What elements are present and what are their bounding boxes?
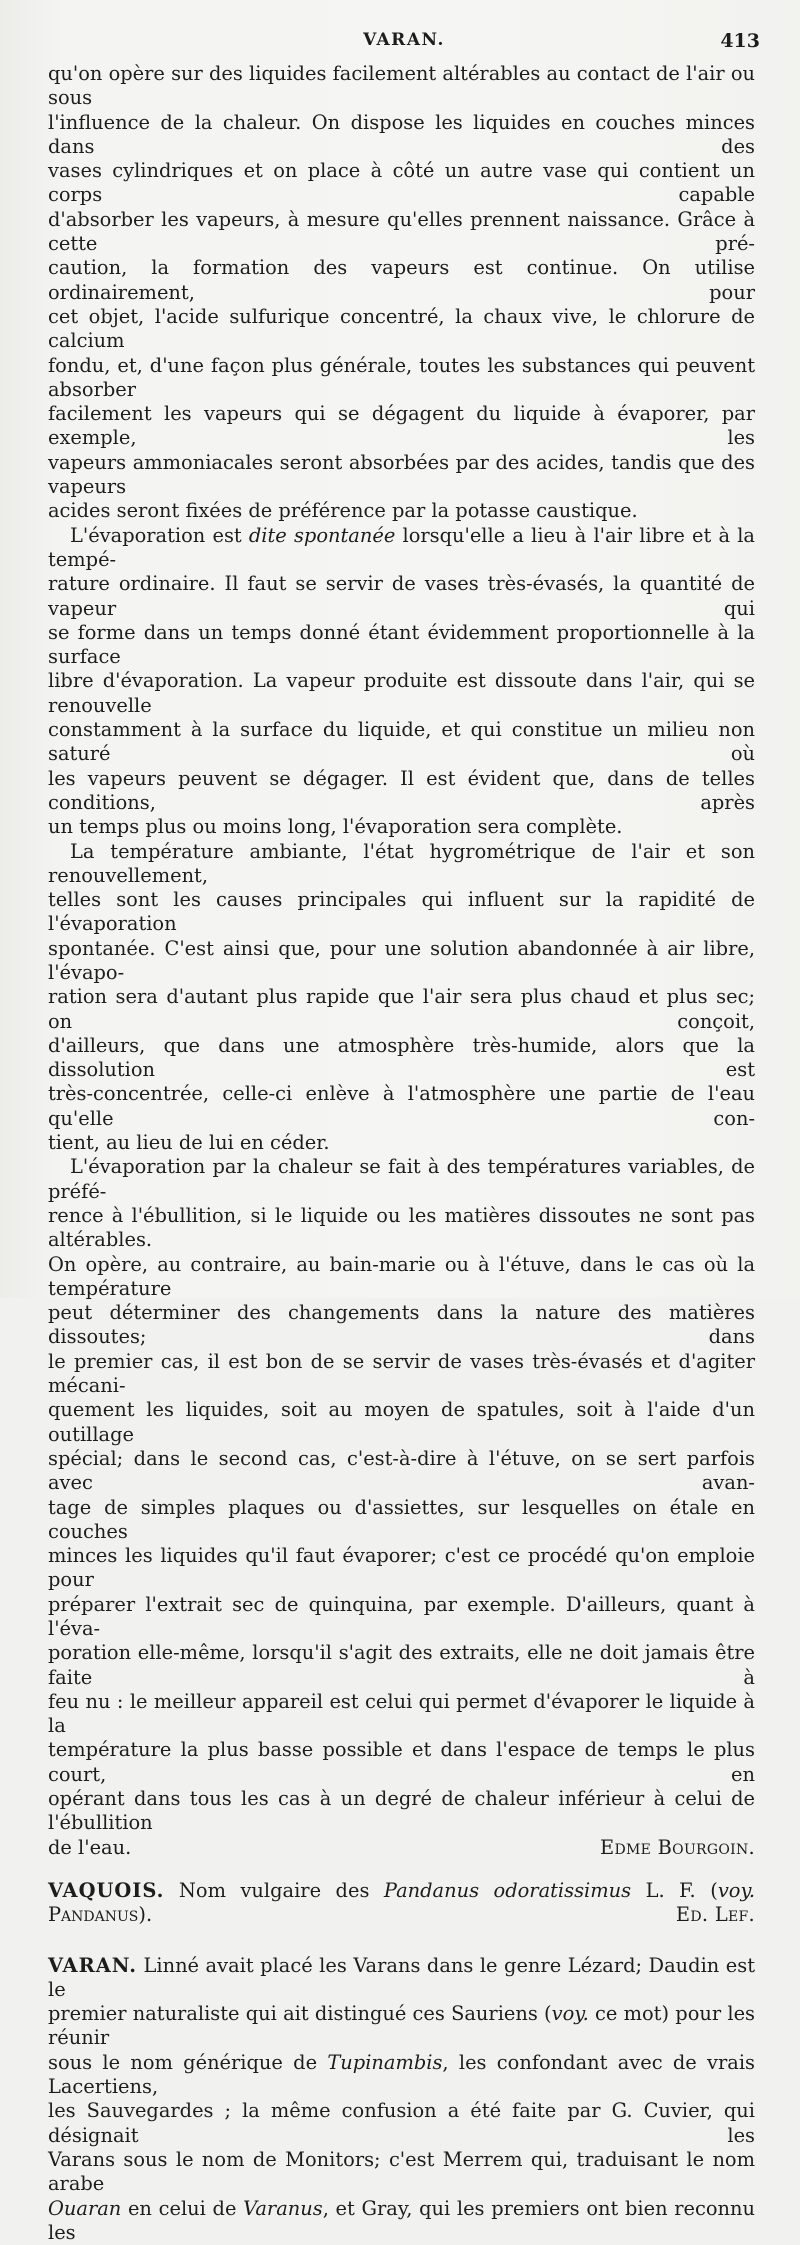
text-line: caution, la formation des vapeurs est continue. On utilise ordinairement, pour <box>48 256 755 304</box>
text-segment: Linné avait placé les Varans dans le genre Lézard; Daudin est le <box>48 1953 755 2001</box>
text-line: fondu, et, d'une façon plus générale, toutes les substances qui peuvent absorber <box>48 353 755 401</box>
text-line: qu'on opère sur des liquides facilement altérables au contact de l'air ou sous <box>48 62 755 110</box>
text-line: ration sera d'autant plus rapide que l'air sera plus chaud et plus sec; on conçoit, <box>48 985 755 1033</box>
paragraph-ambient-temperature <box>48 840 755 1156</box>
page-header <box>48 30 760 58</box>
entry-vaquois <box>48 1879 755 1928</box>
text-line: spécial; dans le second cas, c'est-à-dire à l'étuve, on se sert parfois avec avan- <box>48 1446 755 1495</box>
text-segment: en celui de <box>121 2196 244 2220</box>
text-line: un temps plus ou moins long, l'évaporation sera complète. <box>48 815 623 839</box>
text-line: très-concentrée, celle-ci enlève à l'atmosphère une partie de l'eau qu'elle con- <box>48 1082 755 1130</box>
text-line: tient, au lieu de lui en céder. <box>48 1131 330 1155</box>
text-line: les vapeurs peuvent se dégager. Il est évident que, dans de telles conditions, après <box>48 766 755 814</box>
text-line <box>48 2002 755 2051</box>
text-line: La température ambiante, l'état hygrométrique de l'air et son renouvellement, <box>48 839 755 887</box>
text-line: l'influence de la chaleur. On dispose les liquides en couches minces dans des <box>48 110 755 158</box>
text-line: minces les liquides qu'il faut évaporer; c'est ce procédé qu'on emploie pour <box>48 1544 755 1592</box>
text-line: Varans sous le nom de Monitors; c'est Merrem qui, traduisant le nom arabe <box>48 2147 755 2196</box>
text-segment: premier naturaliste qui ait distingué ces Sauriens ( <box>48 2002 552 2026</box>
text-line <box>48 1879 755 1903</box>
italic-term: Ouaran <box>48 2196 122 2220</box>
italic-term: Varanus <box>243 2196 323 2220</box>
text-line: feu nu : le meilleur appareil est celui qui permet d'évaporer le liquide à la <box>48 1689 755 1738</box>
text-line: les Sauvegardes ; la même confusion a été faite par G. Cuvier, qui désignait les <box>48 2099 755 2147</box>
text-line <box>48 1954 755 2003</box>
text-line: d'ailleurs, que dans une atmosphère très-humide, alors que la dissolution est <box>48 1033 755 1082</box>
text-line: rature ordinaire. Il faut se servir de vases très-évasés, la quantité de vapeur qui <box>48 572 755 620</box>
paragraph-continuation <box>48 62 755 524</box>
paragraph-heat-evaporation <box>48 1155 755 1860</box>
text-line: vapeurs ammoniacales seront absorbées par des acides, tandis que des vapeurs <box>48 450 755 499</box>
page-body <box>48 62 755 2245</box>
author-signature: Edme Bourgoin. <box>600 1835 755 1859</box>
text-line: vases cylindriques et on place à côté un autre vase qui contient un corps capable <box>48 159 755 207</box>
italic-term: voy. <box>717 1878 755 1902</box>
page-number: 413 <box>720 30 760 52</box>
text-segment: lorsqu'elle a lieu à l'air libre et à la tempé- <box>48 523 755 571</box>
text-line <box>48 524 755 573</box>
text-segment: Nom vulgaire des <box>164 1878 384 1902</box>
text-line-with-signature <box>48 1903 755 1927</box>
text-line: peut déterminer des changements dans la nature des matières dissoutes; dans <box>48 1301 755 1349</box>
entry-head-word: VARAN. <box>48 1953 137 1977</box>
text-line: opérant dans tous les cas à un degré de chaleur inférieur à celui de l'ébullition <box>48 1787 755 1835</box>
author-signature: Ed. Lef. <box>675 1903 755 1927</box>
text-line: constamment à la surface du liquide, et qui constitue un milieu non saturé où <box>48 718 755 766</box>
text-line: facilement les vapeurs qui se dégagent du liquide à évaporer, par exemple, les <box>48 402 755 450</box>
text-line <box>48 2197 755 2245</box>
text-line: le premier cas, il est bon de se servir de vases très-évasés et d'agiter mécani- <box>48 1349 755 1398</box>
text-segment: ce mot) pour les réunir <box>48 2002 755 2050</box>
text-line: telles sont les causes principales qui influent sur la rapidité de l'évaporation <box>48 888 755 936</box>
text-line: libre d'évaporation. La vapeur produite est dissoute dans l'air, qui se renouvelle <box>48 669 755 717</box>
running-head: VARAN. <box>363 30 445 50</box>
text-line: acides seront fixées de préférence par la potasse caustique. <box>48 499 638 523</box>
text-segment: L. F. ( <box>631 1878 718 1902</box>
text-line: température la plus basse possible et dans l'espace de temps le plus court, en <box>48 1738 755 1786</box>
text-line: spontanée. C'est ainsi que, pour une solution abandonnée à air libre, l'évapo- <box>48 936 755 984</box>
italic-term: Tupinambis <box>327 2050 443 2074</box>
text-line: On opère, au contraire, au bain-marie ou à l'étuve, dans le cas où la température <box>48 1252 755 1300</box>
text-line: d'absorber les vapeurs, à mesure qu'elles prennent naissance. Grâce à cette pré- <box>48 207 755 256</box>
text-segment: de l'eau. <box>48 1835 132 1859</box>
text-line: rence à l'ébullition, si le liquide ou les matières dissoutes ne sont pas altérables. <box>48 1203 755 1252</box>
text-line: quement les liquides, soit au moyen de spatules, soit à l'aide d'un outillage <box>48 1398 755 1446</box>
text-line: L'évaporation par la chaleur se fait à des températures variables, de préfé- <box>48 1155 755 1203</box>
text-line: se forme dans un temps donné étant évidemment proportionnelle à la surface <box>48 620 755 669</box>
text-line: préparer l'extrait sec de quinquina, par exemple. D'ailleurs, quant à l'éva- <box>48 1592 755 1640</box>
entry-head-word: VAQUOIS. <box>48 1878 165 1902</box>
italic-term: voy. <box>551 2002 589 2026</box>
paragraph-spontaneous-evaporation <box>48 524 755 840</box>
text-line-with-signature <box>48 1836 755 1860</box>
entry-varan <box>48 1954 755 2245</box>
text-line: cet objet, l'acide sulfurique concentré, la chaux vive, le chlorure de calcium <box>48 304 755 353</box>
text-segment: , les confondant avec de vrais Lacertiens, <box>48 2050 755 2099</box>
text-line: poration elle-même, lorsqu'il s'agit des extraits, elle ne doit jamais être faite à <box>48 1641 755 1689</box>
text-segment: , et Gray, qui les premiers ont bien reconnu les <box>48 2196 755 2244</box>
text-segment: L'évaporation est <box>70 523 249 547</box>
text-segment: sous le nom générique de <box>48 2050 328 2074</box>
italic-term: Pandanus odoratissimus <box>383 1878 632 1902</box>
italic-term: dite spontanée <box>248 523 396 547</box>
text-line: tage de simples plaques ou d'assiettes, sur lesquelles on étale en couches <box>48 1495 755 1543</box>
text-line <box>48 2051 755 2100</box>
cross-reference: Pandanus). <box>48 1903 153 1927</box>
